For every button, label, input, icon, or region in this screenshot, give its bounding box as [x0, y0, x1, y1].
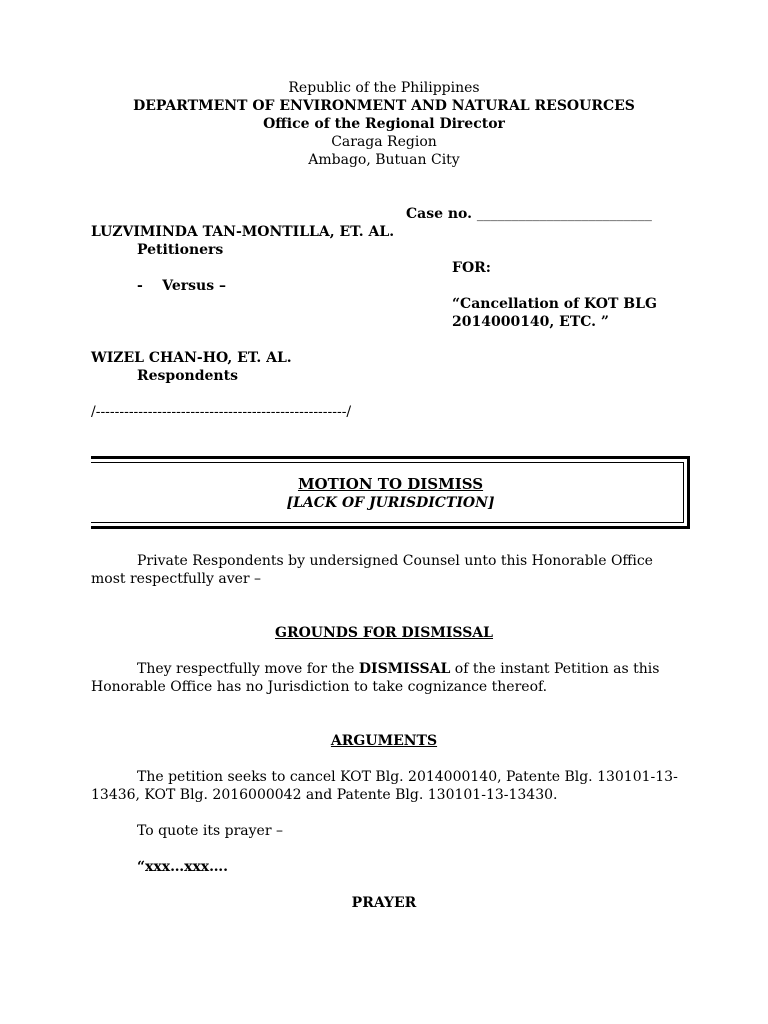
header-republic: Republic of the Philippines: [288, 80, 480, 96]
grounds-heading: GROUNDS FOR DISMISSAL: [274, 625, 494, 641]
case-number-label: Case no.: [406, 206, 473, 222]
for-label: FOR:: [452, 260, 491, 276]
petitioner-name: LUZVIMINDA TAN-MONTILLA, ET. AL.: [91, 224, 395, 240]
case-number: [406, 205, 652, 223]
respondent-role: Respondents: [137, 368, 238, 384]
subject-line-1: “Cancellation of KOT BLG: [452, 296, 657, 312]
motion-title: MOTION TO DISMISS: [297, 475, 484, 493]
petitioner-role: Petitioners: [137, 242, 224, 258]
quote-intro: To quote its prayer –: [137, 823, 283, 839]
intro-paragraph: Private Respondents by undersigned Counsel unto this Honorable Office most respectfully aver –: [91, 553, 653, 587]
versus-label: - Versus –: [137, 278, 226, 294]
caption-separator: /-----------------------------------------------------/: [91, 404, 352, 420]
header-region: Caraga Region: [331, 134, 437, 150]
grounds-paragraph: [91, 660, 691, 696]
case-number-blank: _________________________: [476, 206, 652, 222]
prayer-heading: PRAYER: [351, 895, 417, 911]
header-office: Office of the Regional Director: [263, 116, 505, 132]
subject-line-2: 2014000140, ETC. ”: [452, 314, 609, 330]
quote-marker: “xxx…xxx….: [137, 859, 229, 875]
arguments-paragraph: The petition seeks to cancel KOT Blg. 2014000140, Patente Blg. 130101-13-13436, KOT Blg. 2016000042 and Patente Blg. 130101-13-13430.: [91, 769, 678, 803]
grounds-text-bold: DISMISSAL: [358, 661, 451, 677]
grounds-text-post: of the instant Petition as this Honorable Office has no Jurisdiction to take cognizance thereof.: [91, 661, 660, 695]
motion-subtitle: [LACK OF JURISDICTION]: [286, 495, 495, 511]
arguments-heading: ARGUMENTS: [330, 733, 438, 749]
respondent-name: WIZEL CHAN-HO, ET. AL.: [91, 350, 292, 366]
grounds-text-pre: They respectfully move for the: [137, 661, 359, 677]
header-department: DEPARTMENT OF ENVIRONMENT AND NATURAL RESOURCES: [133, 98, 635, 114]
header-address: Ambago, Butuan City: [308, 152, 460, 168]
